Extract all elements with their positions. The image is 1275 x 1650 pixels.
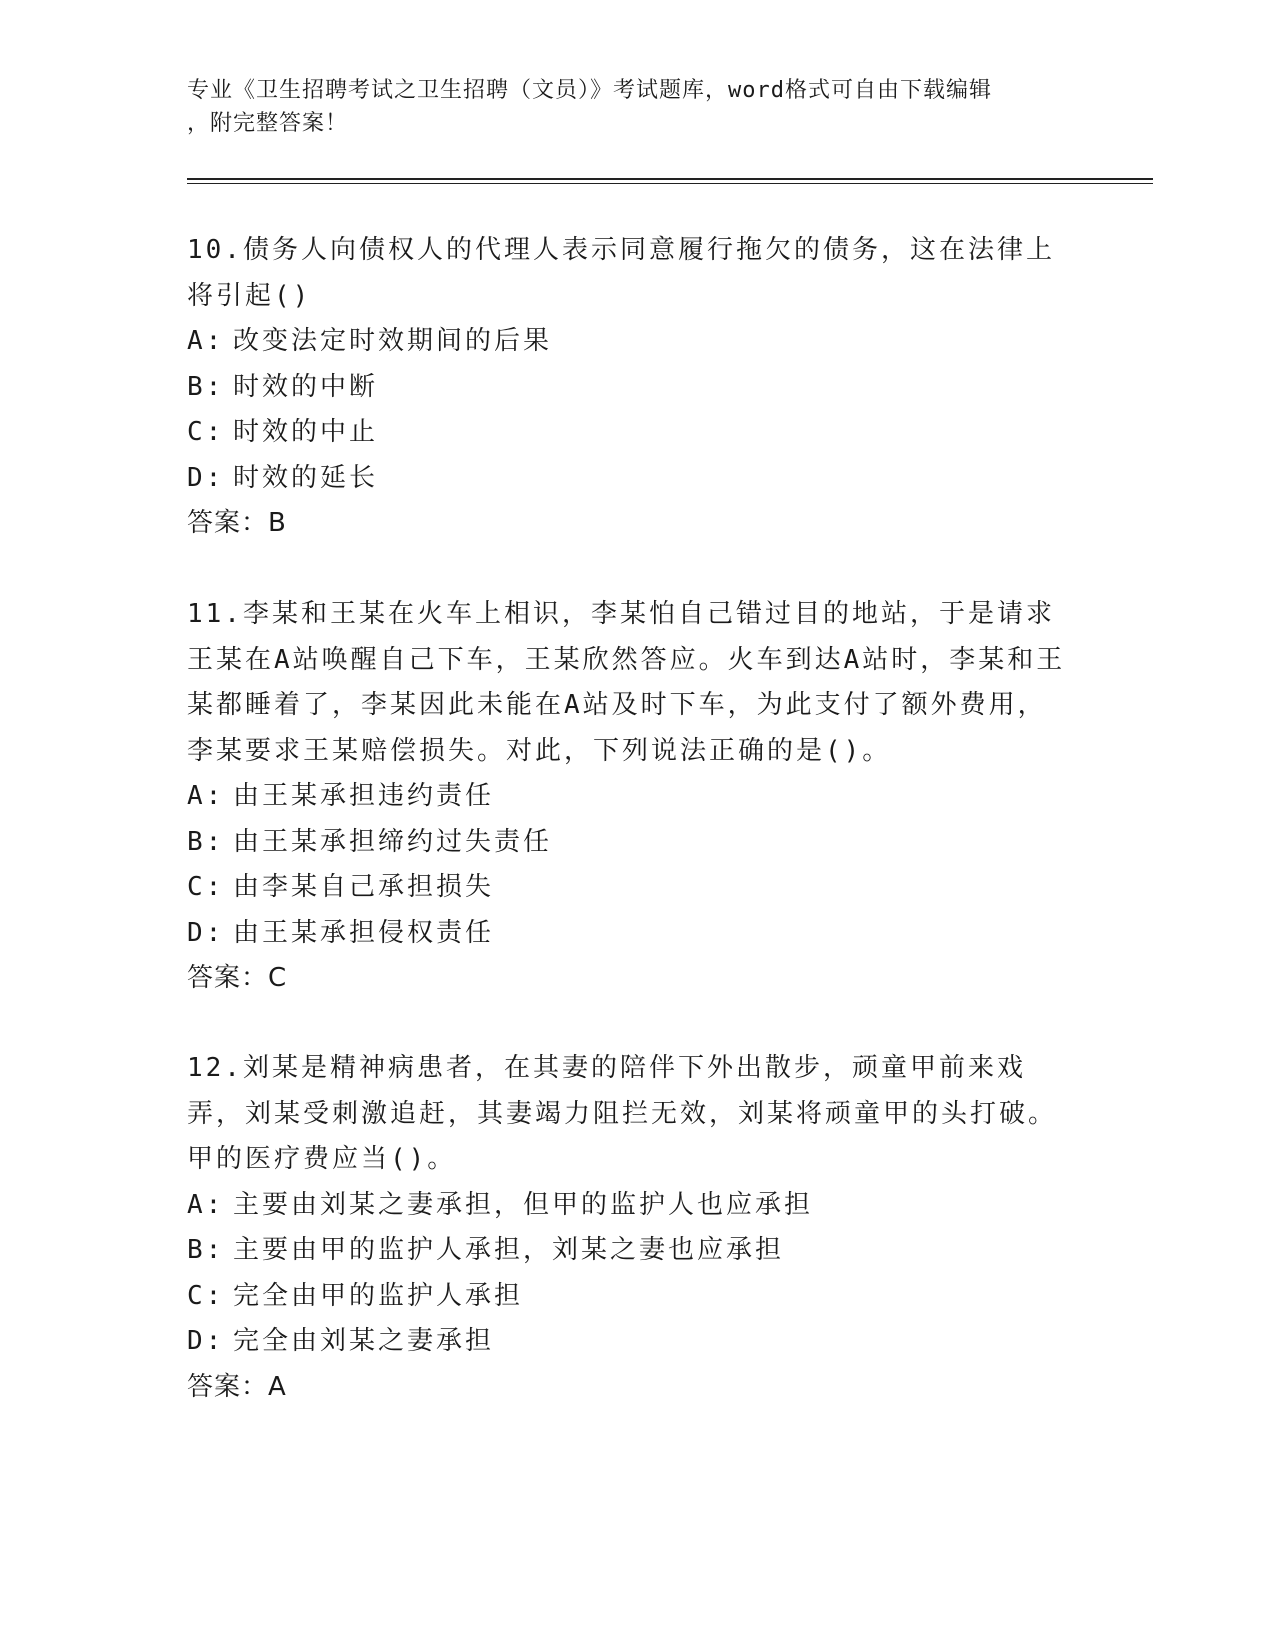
option-letter: A: [187, 1189, 225, 1220]
option-letter: D: [187, 917, 225, 948]
option-letter: A: [187, 326, 225, 356]
header-line-2: ，附完整答案！ [187, 111, 349, 136]
option-a [187, 1183, 1067, 1229]
option-text: 主要由刘某之妻承担，但甲的监护人也应承担 [233, 1189, 814, 1220]
option-a [187, 774, 1067, 820]
option-d [187, 1319, 1067, 1365]
option-letter: C: [187, 417, 225, 447]
option-letter: C: [187, 872, 225, 902]
option-text: 由李某自己承担损失 [233, 872, 495, 902]
header-line-1: 专业《卫生招聘考试之卫生招聘（文员）》考试题库，word格式可自由下载编辑 [187, 78, 992, 103]
option-b [187, 365, 1067, 411]
option-text: 由王某承担违约责任 [233, 781, 495, 811]
answer-line: 答案：A [187, 1371, 287, 1402]
question-stem: 12.刘某是精神病患者，在其妻的陪伴下外出散步，顽童甲前来戏弄，刘某受刺激追赶，其妻竭力阻拦无效，刘某将顽童甲的头打破。甲的医疗费应当()。 [187, 1053, 1058, 1174]
option-a [187, 319, 1067, 365]
option-letter: B: [187, 1235, 225, 1265]
answer-line: 答案：B [187, 508, 287, 538]
option-text: 完全由甲的监护人承担 [233, 1280, 524, 1311]
option-b [187, 820, 1067, 866]
option-text: 主要由甲的监护人承担，刘某之妻也应承担 [233, 1235, 785, 1265]
question-10 [187, 228, 1067, 547]
option-letter: D: [187, 1326, 225, 1356]
option-text: 时效的中断 [233, 371, 379, 402]
option-letter: A: [187, 781, 225, 811]
option-letter: D: [187, 462, 225, 493]
option-letter: C: [187, 1280, 225, 1311]
answer-line: 答案：C [187, 963, 288, 993]
option-text: 改变法定时效期间的后果 [233, 326, 553, 356]
option-text: 由王某承担缔约过失责任 [233, 826, 553, 857]
option-c [187, 410, 1067, 456]
option-letter: B: [187, 371, 225, 402]
option-c [187, 865, 1067, 911]
header-divider [187, 178, 1153, 184]
question-stem: 10.债务人向债权人的代理人表示同意履行拖欠的债务，这在法律上将引起() [187, 235, 1055, 311]
option-d [187, 911, 1067, 957]
option-text: 完全由刘某之妻承担 [233, 1326, 495, 1356]
question-12 [187, 1046, 1067, 1410]
option-d [187, 456, 1067, 502]
option-c [187, 1274, 1067, 1320]
option-b [187, 1228, 1067, 1274]
question-11 [187, 592, 1067, 1002]
question-stem: 11.李某和王某在火车上相识，李某怕自己错过目的地站，于是请求王某在A站唤醒自己下车，王某欣然答应。火车到达A站时，李某和王某都睡着了，李某因此未能在A站及时下车，为此支付了额外费用，李某要求王某赔偿损失。对此，下列说法正确的是()。 [187, 599, 1066, 766]
option-text: 时效的中止 [233, 417, 379, 447]
option-text: 由王某承担侵权责任 [233, 917, 495, 948]
option-text: 时效的延长 [233, 462, 379, 493]
option-letter: B: [187, 826, 225, 857]
document-header [187, 74, 1067, 140]
